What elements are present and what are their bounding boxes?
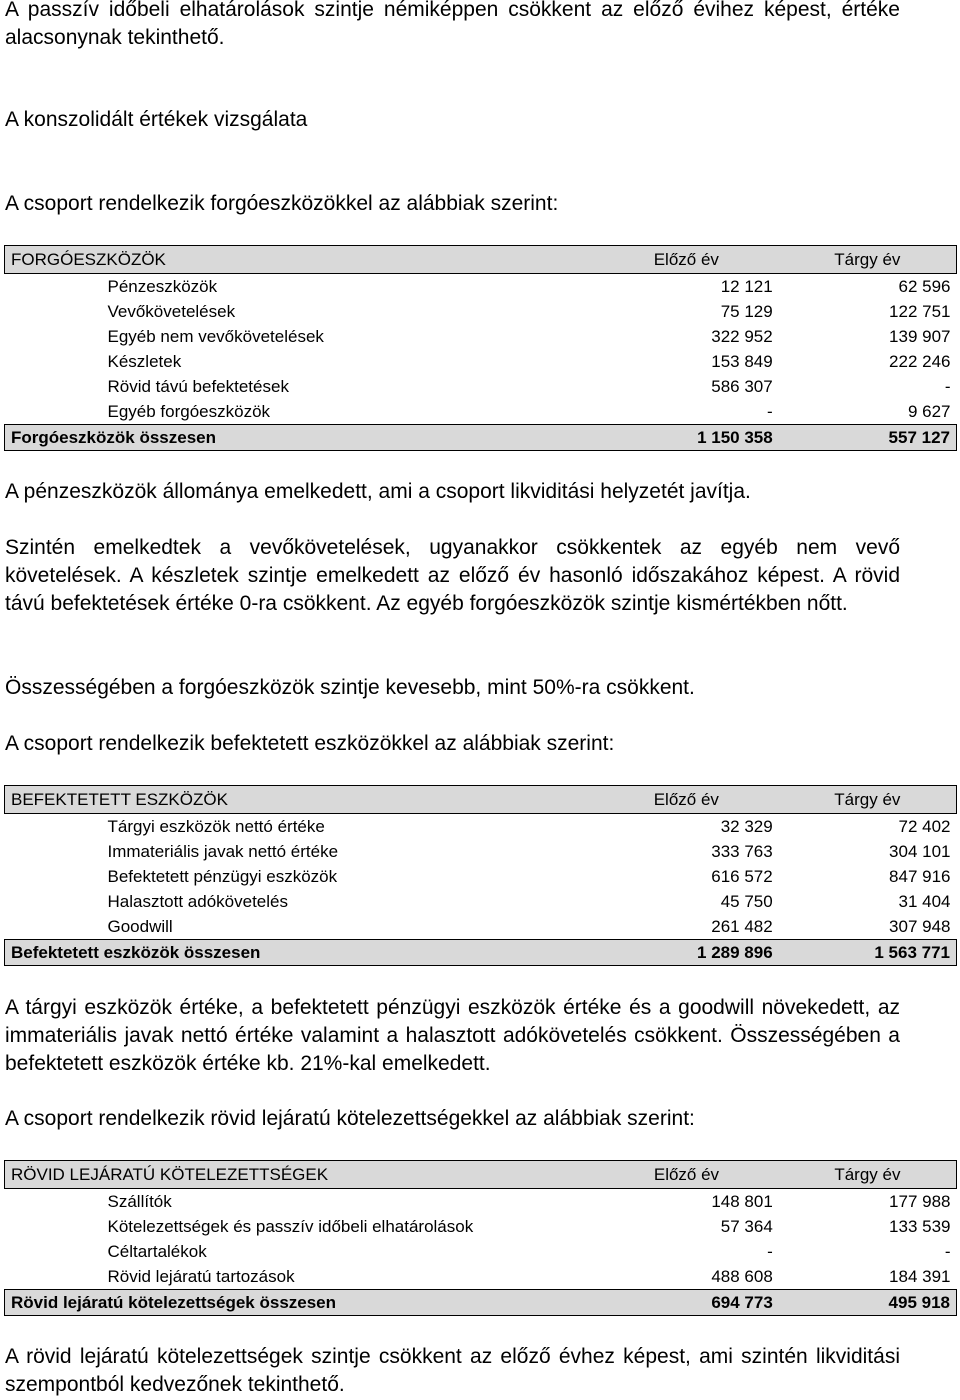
current-assets-table bbox=[4, 245, 957, 451]
table-total-row bbox=[5, 940, 957, 966]
total-current-paragraph: Összességében a forgóeszközök szintje kevesebb, mint 50%-ra csökkent. bbox=[5, 676, 695, 699]
col-header-curr: Tárgy év bbox=[779, 786, 957, 814]
total-label: Befektetett eszközök összesen bbox=[5, 940, 594, 966]
row-label: Pénzeszközök bbox=[107, 277, 218, 296]
table-header-row bbox=[5, 246, 957, 274]
col-header-prev: Előző év bbox=[594, 246, 779, 274]
table-row bbox=[5, 399, 957, 425]
table-title: BEFEKTETETT ESZKÖZÖK bbox=[5, 786, 594, 814]
row-curr: 122 751 bbox=[889, 302, 951, 321]
intro-paragraph: A passzív időbeli elhatárolások szintje némiképpen csökkent az előző évihez képest, értéke alacsonynak tekinthető. bbox=[5, 0, 900, 49]
row-label: Tárgyi eszközök nettó értéke bbox=[107, 817, 325, 836]
total-curr: 1 563 771 bbox=[779, 940, 957, 966]
row-label: Rövid távú befektetések bbox=[107, 377, 289, 396]
row-label: Készletek bbox=[107, 352, 182, 371]
row-label: Céltartalékok bbox=[107, 1242, 207, 1261]
row-prev: 616 572 bbox=[711, 867, 773, 886]
table-title: FORGÓESZKÖZÖK bbox=[5, 246, 594, 274]
row-prev: 333 763 bbox=[711, 842, 773, 861]
table-row bbox=[5, 914, 957, 940]
short-liabilities-table bbox=[4, 1160, 957, 1316]
table-total-row bbox=[5, 1290, 957, 1316]
row-prev: 488 608 bbox=[711, 1267, 773, 1286]
fixed-assets-paragraph: A tárgyi eszközök értéke, a befektetett pénzügyi eszközök értéke és a goodwill növekedett, az immateriális javak nettó értéke valamint a halasztott adókövetelés csökkent. Összességében a befektetett eszközök értéke kb. 21%-kal emelkedett. bbox=[5, 996, 900, 1075]
cash-paragraph: A pénzeszközök állománya emelkedett, ami a csoport likviditási helyzetét javítja. bbox=[5, 480, 751, 503]
table-header-row bbox=[5, 786, 957, 814]
table-row bbox=[5, 349, 957, 374]
fixed-assets-intro: A csoport rendelkezik befektetett eszközökkel az alábbiak szerint: bbox=[5, 732, 615, 755]
row-prev: 148 801 bbox=[711, 1192, 773, 1211]
section-title: A konszolidált értékek vizsgálata bbox=[5, 108, 308, 131]
row-curr: 847 916 bbox=[889, 867, 951, 886]
table-row bbox=[5, 814, 957, 840]
table-row bbox=[5, 1264, 957, 1290]
row-prev: - bbox=[767, 1242, 773, 1261]
receivables-paragraph: Szintén emelkedtek a vevőkövetelések, ugyanakkor csökkentek az egyéb nem vevő követelések. A készletek szintje emelkedett az előző év hasonló időszakához képest. A rövid távú befektetések értéke 0-ra csökkent. Az egyéb forgóeszközök szintje kismértékben nőtt. bbox=[5, 536, 900, 615]
row-label: Rövid lejáratú tartozások bbox=[107, 1267, 295, 1286]
total-prev: 694 773 bbox=[594, 1290, 779, 1316]
row-curr: 31 404 bbox=[898, 892, 951, 911]
row-prev: 153 849 bbox=[711, 352, 773, 371]
row-prev: 45 750 bbox=[720, 892, 773, 911]
short-liabilities-paragraph: A rövid lejáratú kötelezettségek szintje csökkent az előző évhez képest, ami szintén likviditási szempontból kedvezőnek tekinthető. bbox=[5, 1345, 900, 1396]
row-label: Egyéb nem vevőkövetelések bbox=[107, 327, 324, 346]
row-curr: 184 391 bbox=[889, 1267, 951, 1286]
total-prev: 1 150 358 bbox=[594, 425, 779, 451]
row-label: Befektetett pénzügyi eszközök bbox=[107, 867, 338, 886]
table-row bbox=[5, 324, 957, 349]
row-label: Kötelezettségek és passzív időbeli elhatárolások bbox=[107, 1217, 474, 1236]
row-curr: 177 988 bbox=[889, 1192, 951, 1211]
col-header-prev: Előző év bbox=[594, 786, 779, 814]
row-prev: 322 952 bbox=[711, 327, 773, 346]
short-liabilities-intro: A csoport rendelkezik rövid lejáratú kötelezettségekkel az alábbiak szerint: bbox=[5, 1107, 695, 1130]
row-curr: 72 402 bbox=[898, 817, 951, 836]
table-row bbox=[5, 1189, 957, 1215]
row-prev: 32 329 bbox=[720, 817, 773, 836]
row-curr: 9 627 bbox=[907, 402, 951, 421]
row-curr: 222 246 bbox=[889, 352, 951, 371]
row-label: Egyéb forgóeszközök bbox=[107, 402, 271, 421]
table-row bbox=[5, 299, 957, 324]
total-label: Forgóeszközök összesen bbox=[5, 425, 594, 451]
fixed-assets-table bbox=[4, 785, 957, 966]
table-total-row bbox=[5, 425, 957, 451]
row-label: Immateriális javak nettó értéke bbox=[107, 842, 339, 861]
row-label: Halasztott adókövetelés bbox=[107, 892, 288, 911]
row-curr: 139 907 bbox=[889, 327, 951, 346]
table-title: RÖVID LEJÁRATÚ KÖTELEZETTSÉGEK bbox=[5, 1161, 595, 1189]
table-row bbox=[5, 1214, 957, 1239]
row-curr: 133 539 bbox=[889, 1217, 951, 1236]
row-curr: 304 101 bbox=[889, 842, 951, 861]
row-prev: 12 121 bbox=[720, 277, 773, 296]
table-row bbox=[5, 864, 957, 889]
row-prev: 586 307 bbox=[711, 377, 773, 396]
row-prev: 75 129 bbox=[720, 302, 773, 321]
row-label: Goodwill bbox=[107, 917, 173, 936]
row-curr: 307 948 bbox=[889, 917, 951, 936]
table-row bbox=[5, 274, 957, 300]
row-prev: 261 482 bbox=[711, 917, 773, 936]
col-header-curr: Tárgy év bbox=[779, 1161, 957, 1189]
current-assets-intro: A csoport rendelkezik forgóeszközökkel az alábbiak szerint: bbox=[5, 192, 559, 215]
total-curr: 495 918 bbox=[779, 1290, 957, 1316]
row-prev: - bbox=[767, 402, 773, 421]
total-prev: 1 289 896 bbox=[594, 940, 779, 966]
table-header-row bbox=[5, 1161, 957, 1189]
table-row bbox=[5, 889, 957, 914]
col-header-prev: Előző év bbox=[594, 1161, 779, 1189]
row-curr: 62 596 bbox=[898, 277, 951, 296]
total-label: Rövid lejáratú kötelezettségek összesen bbox=[5, 1290, 595, 1316]
row-prev: 57 364 bbox=[720, 1217, 773, 1236]
row-label: Szállítók bbox=[107, 1192, 172, 1211]
total-curr: 557 127 bbox=[779, 425, 957, 451]
row-curr: - bbox=[944, 1242, 951, 1261]
table-row bbox=[5, 1239, 957, 1264]
row-curr: - bbox=[944, 377, 951, 396]
table-row bbox=[5, 374, 957, 399]
row-label: Vevőkövetelések bbox=[107, 302, 236, 321]
col-header-curr: Tárgy év bbox=[779, 246, 957, 274]
table-row bbox=[5, 839, 957, 864]
